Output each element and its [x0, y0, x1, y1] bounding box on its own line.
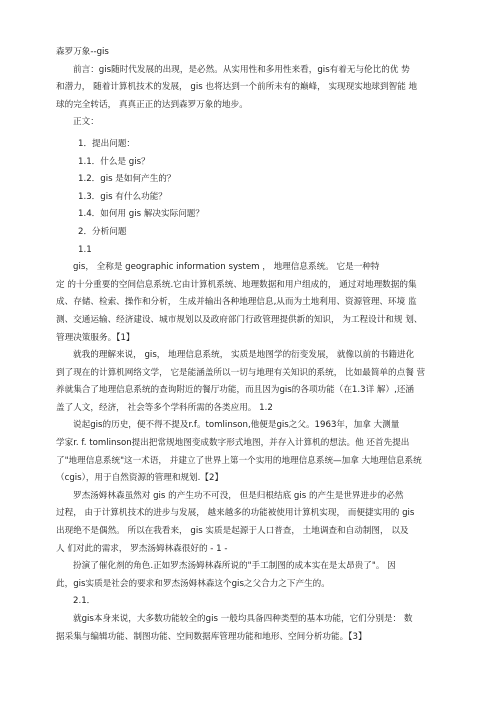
body-heading: 正文：: [73, 117, 99, 128]
paragraph-line: 盖了人文，经济， 社会等多个学科所需的各类应用。 1.2: [56, 402, 273, 413]
document-title: 森罗万象--gis: [56, 47, 109, 57]
paragraph-catalyst: [56, 558, 444, 593]
paragraph-line: 据采集与编辑功能、制图功能、空间数据库管理功能和地形、空间分析功能。【3】: [56, 631, 367, 642]
section-label-2-1: 2.1．: [73, 596, 96, 607]
toc-item: 1.4．如何用 gis 解决实际问题？: [78, 209, 204, 220]
paragraph-line: 到了现在的计算机网络文学， 它是能涵盖所以一切与地理有关知识的系统， 比如最简单的点餐 营: [56, 367, 426, 378]
toc-list: [56, 136, 444, 242]
toc-item: 1.2．gis 是如何产生的？: [78, 174, 176, 185]
section-label-1-1: 1.1: [78, 244, 92, 255]
paragraph-functions: [56, 611, 444, 646]
paragraph-line: 成、存储、检索、操作和分析， 生成并输出各种地理信息,从而为土地利用、资源管理、环境 监: [56, 297, 417, 308]
paragraph-line: 就gis本身来说，大多数功能较全的gis 一般均具备四种类型的基本功能，它们分别是： 数: [73, 614, 413, 624]
paragraph-line: 学家r. f. tomlinson提出把常规地图变成数字形式地图，并存入计算机的想法。他 还首先提出: [56, 438, 410, 449]
paragraph-line: 了"地理信息系统"这一术语， 并建立了世界上第一个实用的地理信息系统—加拿 大地理信息系统: [56, 455, 422, 466]
intro-paragraph: [56, 62, 444, 115]
intro-line: 球的完全转话， 真真正正的达到森罗万象的地步。: [56, 99, 248, 110]
paragraph-history: [56, 417, 444, 487]
paragraph-line: 管理决策服务。【1】: [56, 332, 135, 343]
paragraph-line: 人 们对此的需求， 罗杰汤姆林森很好的 - 1 -: [56, 543, 228, 554]
paragraph-definition: [56, 259, 444, 347]
paragraph-line: 扮演了催化剂的角色.正如罗杰汤姆林森所说的"手工制图的成本实在是太昂贵了"。 因: [73, 561, 396, 572]
toc-item: 1.3．gis 有什么功能？: [78, 191, 167, 202]
paragraph-line: 此，gis实质是社会的要求和罗杰汤姆林森这个gis之父合力之下产生的。: [56, 578, 330, 589]
paragraph-line: gis， 全称是 geographic information system ， 地理信息系统。 它是一种特: [73, 262, 380, 273]
paragraph-understanding: [56, 347, 444, 417]
paragraph-origin: [56, 488, 444, 558]
paragraph-line: 说起gis的历史，便不得不提及r.f。tomlinson,他便是gis之父。1963年，加拿 大测量: [73, 420, 400, 431]
paragraph-line: 测、交通运输、经济建设、城市规划以及政府部门行政管理提供新的知识， 为工程设计和规 划、: [56, 314, 423, 325]
toc-item: 1．提出问题：: [78, 138, 136, 149]
paragraph-line: 罗杰汤姆林森虽然对 gis 的产生功不可没， 但是归根结底 gis 的产生是世界进步的必然: [73, 490, 404, 501]
paragraph-line: 过程， 由于计算机技术的进步与发展， 越来越多的功能被使用计算机实现， 而便捷实用的 gis: [56, 508, 415, 519]
paragraph-line: 出现绝不是偶然。 所以在我看来， gis 实质是起源于人口普查， 土地调查和自动制图， 以及: [56, 526, 409, 537]
intro-line: 和潜力， 随着计算机技术的发展， gis 也将达到一个前所未有的巅峰， 实现现实地球到智能 地: [56, 82, 418, 93]
paragraph-line: 就我的理解来说， gis， 地理信息系统， 实质是地图学的衍变发展， 就像以前的书籍进化: [73, 350, 415, 361]
paragraph-line: （cgis），用于自然资源的管理和规划.【2】: [56, 473, 224, 484]
toc-item: 2．分析问题: [78, 226, 127, 237]
paragraph-line: 养就集合了地理信息系统的查询附近的餐厅功能，而且因为gis的各项功能（在1.3详 解）,还涵: [56, 385, 415, 396]
toc-item: 1.1．什么是 gis？: [78, 156, 150, 167]
paragraph-line: 定 的十分重要的空间信息系统.它由计算机系统、地理数据和用户组成的， 通过对地理数据的集: [56, 279, 417, 290]
intro-line: 前言：gis随时代发展的出现，是必然。从实用性和多用性来看，gis有着无与伦比的优 势: [73, 64, 410, 75]
